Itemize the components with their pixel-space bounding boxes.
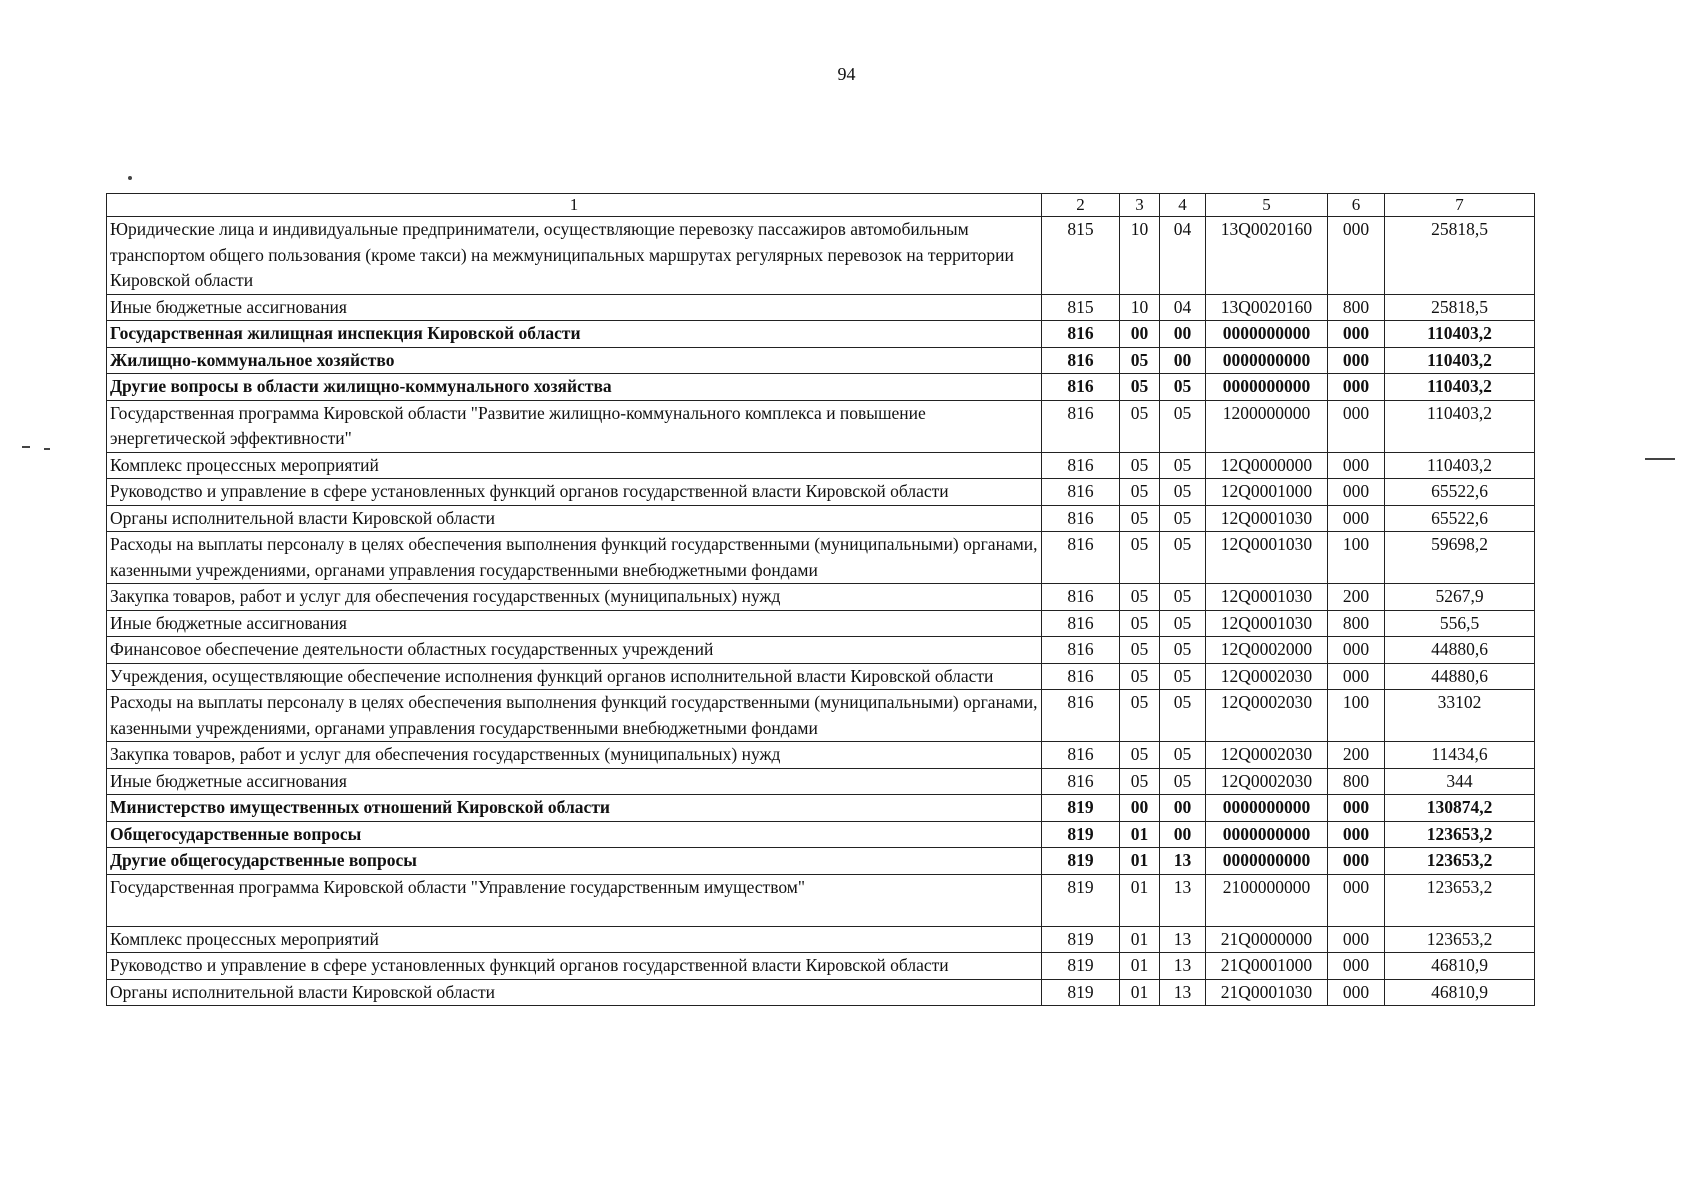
cell-target-article: 12Q0001030 xyxy=(1206,505,1328,532)
cell-section: 01 xyxy=(1120,926,1160,953)
cell-subsection: 05 xyxy=(1160,637,1206,664)
cell-subsection: 04 xyxy=(1160,217,1206,295)
cell-section: 00 xyxy=(1120,795,1160,822)
row-name: Иные бюджетные ассигнования xyxy=(107,610,1042,637)
cell-grbs: 816 xyxy=(1042,400,1120,452)
cell-target-article: 0000000000 xyxy=(1206,821,1328,848)
cell-expense-type: 000 xyxy=(1328,821,1385,848)
cell-expense-type: 800 xyxy=(1328,610,1385,637)
cell-target-article: 12Q0002030 xyxy=(1206,690,1328,742)
table-row xyxy=(107,848,1535,875)
column-header: 4 xyxy=(1160,194,1206,217)
table-row xyxy=(107,479,1535,506)
table-row xyxy=(107,637,1535,664)
cell-expense-type: 000 xyxy=(1328,321,1385,348)
cell-grbs: 819 xyxy=(1042,979,1120,1006)
cell-grbs: 816 xyxy=(1042,584,1120,611)
cell-grbs: 816 xyxy=(1042,768,1120,795)
cell-section: 05 xyxy=(1120,610,1160,637)
row-name: Другие вопросы в области жилищно-коммунального хозяйства xyxy=(107,374,1042,401)
cell-amount: 65522,6 xyxy=(1385,479,1535,506)
cell-subsection: 05 xyxy=(1160,663,1206,690)
cell-expense-type: 000 xyxy=(1328,874,1385,926)
cell-target-article: 12Q0000000 xyxy=(1206,452,1328,479)
table-row xyxy=(107,663,1535,690)
cell-target-article: 0000000000 xyxy=(1206,374,1328,401)
cell-expense-type: 000 xyxy=(1328,979,1385,1006)
table-row xyxy=(107,926,1535,953)
cell-section: 00 xyxy=(1120,321,1160,348)
cell-grbs: 819 xyxy=(1042,795,1120,822)
cell-subsection: 05 xyxy=(1160,452,1206,479)
cell-grbs: 816 xyxy=(1042,321,1120,348)
cell-amount: 110403,2 xyxy=(1385,374,1535,401)
cell-grbs: 816 xyxy=(1042,610,1120,637)
cell-subsection: 00 xyxy=(1160,347,1206,374)
cell-grbs: 816 xyxy=(1042,663,1120,690)
table-row xyxy=(107,584,1535,611)
cell-section: 05 xyxy=(1120,768,1160,795)
column-header: 2 xyxy=(1042,194,1120,217)
cell-section: 01 xyxy=(1120,979,1160,1006)
cell-subsection: 05 xyxy=(1160,400,1206,452)
cell-amount: 123653,2 xyxy=(1385,926,1535,953)
cell-target-article: 12Q0002000 xyxy=(1206,637,1328,664)
cell-section: 05 xyxy=(1120,584,1160,611)
row-name: Жилищно-коммунальное хозяйство xyxy=(107,347,1042,374)
cell-expense-type: 000 xyxy=(1328,452,1385,479)
cell-target-article: 12Q0001000 xyxy=(1206,479,1328,506)
cell-expense-type: 000 xyxy=(1328,374,1385,401)
cell-expense-type: 800 xyxy=(1328,768,1385,795)
table-row xyxy=(107,979,1535,1006)
cell-grbs: 819 xyxy=(1042,848,1120,875)
row-name: Иные бюджетные ассигнования xyxy=(107,768,1042,795)
cell-subsection: 13 xyxy=(1160,874,1206,926)
cell-subsection: 05 xyxy=(1160,505,1206,532)
table-row xyxy=(107,795,1535,822)
cell-grbs: 819 xyxy=(1042,821,1120,848)
cell-expense-type: 000 xyxy=(1328,663,1385,690)
table-row xyxy=(107,742,1535,769)
scan-speck xyxy=(22,446,30,448)
cell-section: 05 xyxy=(1120,452,1160,479)
row-name: Руководство и управление в сфере установленных функций органов государственной власти Кировской области xyxy=(107,479,1042,506)
cell-grbs: 816 xyxy=(1042,505,1120,532)
row-name: Закупка товаров, работ и услуг для обеспечения государственных (муниципальных) нужд xyxy=(107,584,1042,611)
cell-expense-type: 000 xyxy=(1328,505,1385,532)
table-row xyxy=(107,953,1535,980)
column-header: 7 xyxy=(1385,194,1535,217)
cell-target-article: 21Q0001030 xyxy=(1206,979,1328,1006)
column-header: 5 xyxy=(1206,194,1328,217)
cell-target-article: 12Q0002030 xyxy=(1206,742,1328,769)
row-name: Министерство имущественных отношений Кировской области xyxy=(107,795,1042,822)
cell-section: 05 xyxy=(1120,374,1160,401)
cell-target-article: 0000000000 xyxy=(1206,848,1328,875)
cell-grbs: 816 xyxy=(1042,374,1120,401)
cell-subsection: 13 xyxy=(1160,926,1206,953)
cell-subsection: 04 xyxy=(1160,294,1206,321)
cell-amount: 46810,9 xyxy=(1385,953,1535,980)
table-row xyxy=(107,374,1535,401)
cell-target-article: 12Q0001030 xyxy=(1206,532,1328,584)
cell-section: 05 xyxy=(1120,347,1160,374)
row-name: Закупка товаров, работ и услуг для обеспечения государственных (муниципальных) нужд xyxy=(107,742,1042,769)
cell-amount: 5267,9 xyxy=(1385,584,1535,611)
row-name: Государственная жилищная инспекция Кировской области xyxy=(107,321,1042,348)
cell-subsection: 05 xyxy=(1160,610,1206,637)
table-row xyxy=(107,532,1535,584)
table-row xyxy=(107,400,1535,452)
cell-amount: 344 xyxy=(1385,768,1535,795)
cell-grbs: 816 xyxy=(1042,690,1120,742)
cell-section: 10 xyxy=(1120,294,1160,321)
cell-grbs: 819 xyxy=(1042,926,1120,953)
cell-target-article: 2100000000 xyxy=(1206,874,1328,926)
cell-target-article: 12Q0001030 xyxy=(1206,584,1328,611)
cell-section: 01 xyxy=(1120,953,1160,980)
cell-subsection: 00 xyxy=(1160,795,1206,822)
cell-expense-type: 200 xyxy=(1328,584,1385,611)
table-body xyxy=(107,217,1535,1006)
cell-subsection: 05 xyxy=(1160,532,1206,584)
table-row xyxy=(107,347,1535,374)
row-name: Государственная программа Кировской области "Развитие жилищно-коммунального комплекса и повышение энергетической эффективности" xyxy=(107,400,1042,452)
cell-expense-type: 100 xyxy=(1328,532,1385,584)
cell-subsection: 05 xyxy=(1160,742,1206,769)
cell-amount: 44880,6 xyxy=(1385,663,1535,690)
cell-subsection: 05 xyxy=(1160,584,1206,611)
column-number-row xyxy=(107,194,1535,217)
cell-grbs: 816 xyxy=(1042,532,1120,584)
row-name: Общегосударственные вопросы xyxy=(107,821,1042,848)
cell-amount: 123653,2 xyxy=(1385,874,1535,926)
cell-expense-type: 000 xyxy=(1328,926,1385,953)
cell-section: 05 xyxy=(1120,742,1160,769)
cell-target-article: 0000000000 xyxy=(1206,795,1328,822)
cell-target-article: 21Q0001000 xyxy=(1206,953,1328,980)
cell-section: 05 xyxy=(1120,400,1160,452)
scan-speck xyxy=(128,176,132,180)
cell-amount: 65522,6 xyxy=(1385,505,1535,532)
cell-subsection: 13 xyxy=(1160,979,1206,1006)
cell-subsection: 00 xyxy=(1160,821,1206,848)
table-row xyxy=(107,321,1535,348)
cell-amount: 556,5 xyxy=(1385,610,1535,637)
cell-expense-type: 000 xyxy=(1328,795,1385,822)
table-row xyxy=(107,217,1535,295)
cell-target-article: 13Q0020160 xyxy=(1206,217,1328,295)
cell-subsection: 13 xyxy=(1160,953,1206,980)
cell-section: 10 xyxy=(1120,217,1160,295)
cell-grbs: 816 xyxy=(1042,347,1120,374)
cell-amount: 110403,2 xyxy=(1385,347,1535,374)
cell-grbs: 819 xyxy=(1042,953,1120,980)
cell-expense-type: 200 xyxy=(1328,742,1385,769)
table-row xyxy=(107,452,1535,479)
cell-amount: 123653,2 xyxy=(1385,848,1535,875)
row-name: Юридические лица и индивидуальные предприниматели, осуществляющие перевозку пассажиров автомобильным транспортом общего пользования (кроме такси) на межмуниципальных маршрутах регулярных перевозок на территории Кировской области xyxy=(107,217,1042,295)
cell-expense-type: 000 xyxy=(1328,637,1385,664)
cell-target-article: 0000000000 xyxy=(1206,321,1328,348)
row-name: Другие общегосударственные вопросы xyxy=(107,848,1042,875)
cell-expense-type: 000 xyxy=(1328,400,1385,452)
cell-subsection: 05 xyxy=(1160,374,1206,401)
cell-expense-type: 100 xyxy=(1328,690,1385,742)
cell-amount: 110403,2 xyxy=(1385,321,1535,348)
cell-expense-type: 800 xyxy=(1328,294,1385,321)
column-header: 6 xyxy=(1328,194,1385,217)
cell-amount: 25818,5 xyxy=(1385,294,1535,321)
table-row xyxy=(107,874,1535,926)
column-header: 1 xyxy=(107,194,1042,217)
cell-section: 01 xyxy=(1120,874,1160,926)
cell-grbs: 816 xyxy=(1042,479,1120,506)
row-name: Органы исполнительной власти Кировской области xyxy=(107,505,1042,532)
cell-expense-type: 000 xyxy=(1328,479,1385,506)
table-row xyxy=(107,505,1535,532)
cell-grbs: 819 xyxy=(1042,874,1120,926)
cell-section: 05 xyxy=(1120,479,1160,506)
cell-amount: 110403,2 xyxy=(1385,400,1535,452)
cell-section: 01 xyxy=(1120,848,1160,875)
table-row xyxy=(107,821,1535,848)
row-name: Руководство и управление в сфере установленных функций органов государственной власти Кировской области xyxy=(107,953,1042,980)
cell-section: 05 xyxy=(1120,663,1160,690)
cell-target-article: 12Q0002030 xyxy=(1206,663,1328,690)
cell-grbs: 816 xyxy=(1042,637,1120,664)
cell-amount: 11434,6 xyxy=(1385,742,1535,769)
cell-subsection: 00 xyxy=(1160,321,1206,348)
row-name: Учреждения, осуществляющие обеспечение исполнения функций органов исполнительной власти Кировской области xyxy=(107,663,1042,690)
cell-grbs: 815 xyxy=(1042,294,1120,321)
cell-section: 01 xyxy=(1120,821,1160,848)
row-name: Расходы на выплаты персоналу в целях обеспечения выполнения функций государственными (муниципальными) органами, казенными учреждениями, органами управления государственными внебюджетными фондами xyxy=(107,532,1042,584)
row-name: Финансовое обеспечение деятельности областных государственных учреждений xyxy=(107,637,1042,664)
cell-expense-type: 000 xyxy=(1328,347,1385,374)
cell-grbs: 816 xyxy=(1042,452,1120,479)
cell-section: 05 xyxy=(1120,690,1160,742)
cell-section: 05 xyxy=(1120,532,1160,584)
cell-grbs: 815 xyxy=(1042,217,1120,295)
cell-target-article: 21Q0000000 xyxy=(1206,926,1328,953)
cell-subsection: 05 xyxy=(1160,479,1206,506)
page-number: 94 xyxy=(837,64,856,84)
cell-amount: 110403,2 xyxy=(1385,452,1535,479)
cell-expense-type: 000 xyxy=(1328,953,1385,980)
row-name: Комплекс процессных мероприятий xyxy=(107,452,1042,479)
cell-amount: 44880,6 xyxy=(1385,637,1535,664)
table-row xyxy=(107,690,1535,742)
row-name: Государственная программа Кировской области "Управление государственным имуществом" xyxy=(107,874,1042,926)
cell-target-article: 0000000000 xyxy=(1206,347,1328,374)
cell-section: 05 xyxy=(1120,637,1160,664)
column-header: 3 xyxy=(1120,194,1160,217)
cell-expense-type: 000 xyxy=(1328,217,1385,295)
budget-table xyxy=(106,193,1535,1006)
cell-amount: 33102 xyxy=(1385,690,1535,742)
cell-subsection: 05 xyxy=(1160,690,1206,742)
scan-speck xyxy=(44,448,50,450)
table-row xyxy=(107,768,1535,795)
cell-amount: 59698,2 xyxy=(1385,532,1535,584)
cell-amount: 25818,5 xyxy=(1385,217,1535,295)
table-row xyxy=(107,294,1535,321)
cell-grbs: 816 xyxy=(1042,742,1120,769)
row-name: Иные бюджетные ассигнования xyxy=(107,294,1042,321)
row-name: Расходы на выплаты персоналу в целях обеспечения выполнения функций государственными (муниципальными) органами, казенными учреждениями, органами управления государственными внебюджетными фондами xyxy=(107,690,1042,742)
scan-speck xyxy=(1645,458,1675,460)
cell-target-article: 12Q0002030 xyxy=(1206,768,1328,795)
cell-amount: 46810,9 xyxy=(1385,979,1535,1006)
row-name: Органы исполнительной власти Кировской области xyxy=(107,979,1042,1006)
cell-target-article: 1200000000 xyxy=(1206,400,1328,452)
cell-subsection: 13 xyxy=(1160,848,1206,875)
cell-amount: 130874,2 xyxy=(1385,795,1535,822)
cell-amount: 123653,2 xyxy=(1385,821,1535,848)
cell-target-article: 12Q0001030 xyxy=(1206,610,1328,637)
cell-subsection: 05 xyxy=(1160,768,1206,795)
row-name: Комплекс процессных мероприятий xyxy=(107,926,1042,953)
cell-section: 05 xyxy=(1120,505,1160,532)
cell-target-article: 13Q0020160 xyxy=(1206,294,1328,321)
cell-expense-type: 000 xyxy=(1328,848,1385,875)
table-row xyxy=(107,610,1535,637)
